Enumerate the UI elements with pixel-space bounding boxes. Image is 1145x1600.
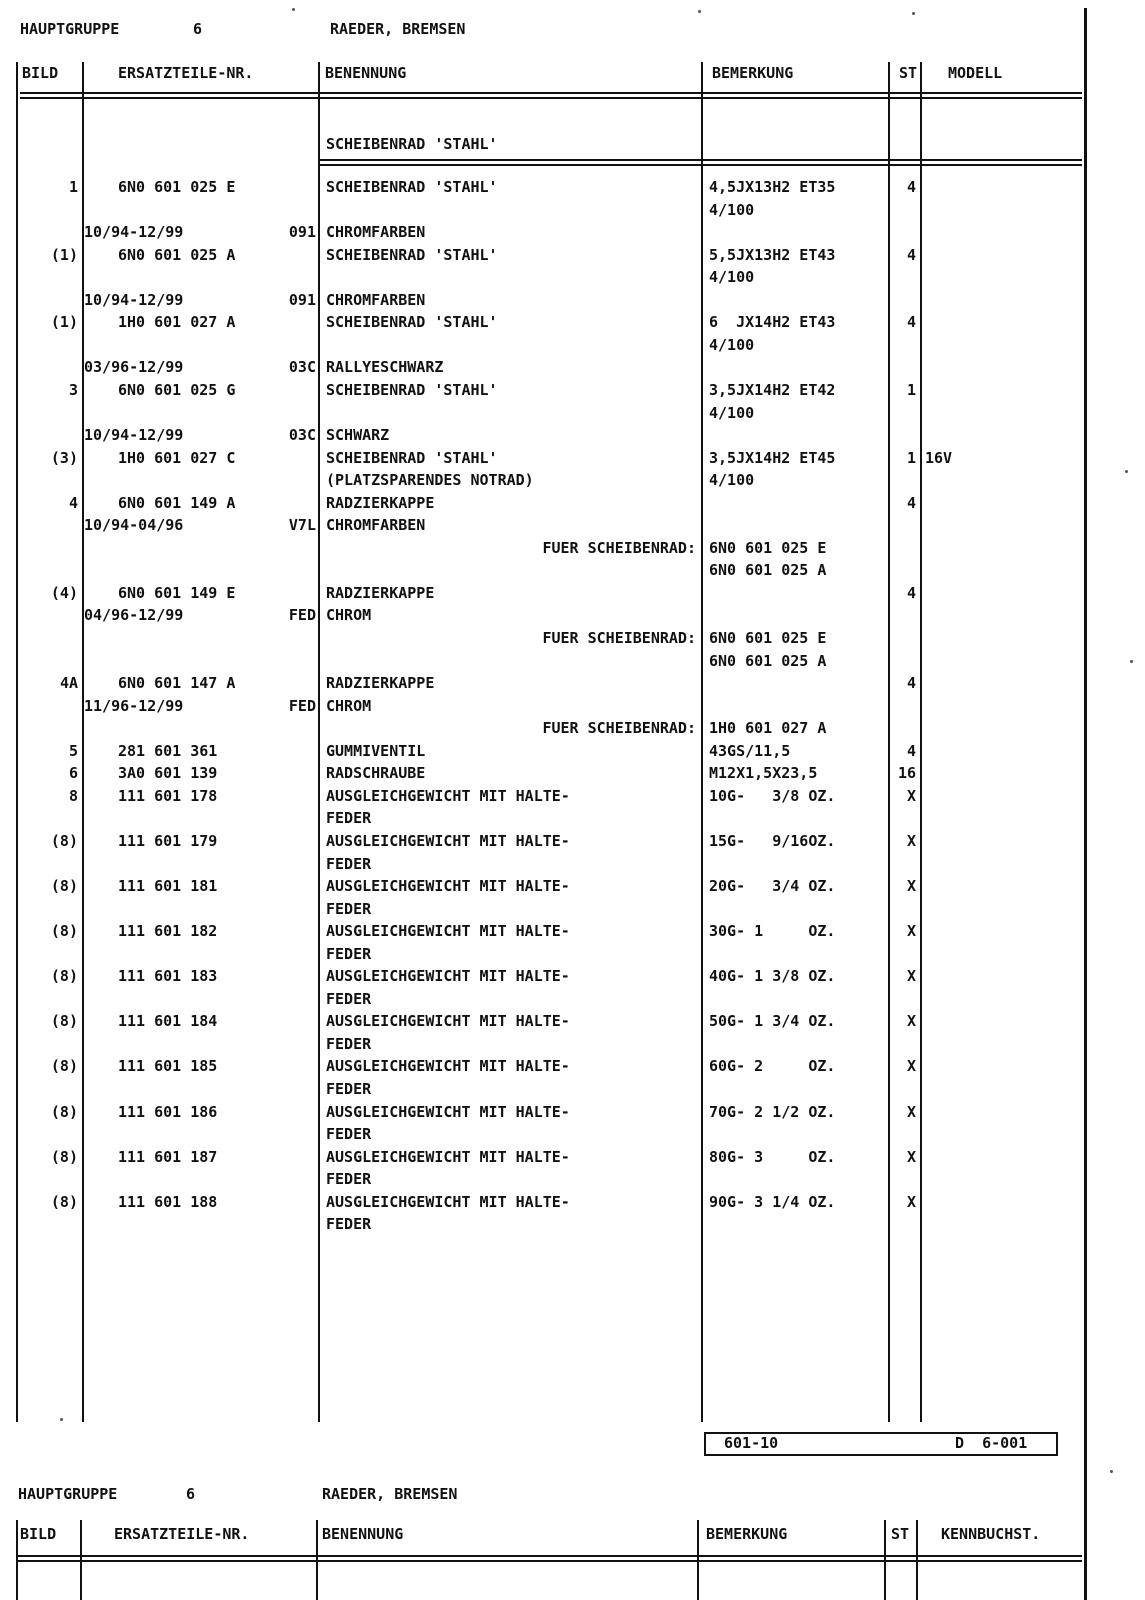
row-bild: (8) [50,1057,78,1075]
scan-speck [698,10,701,13]
row-part-number: 111 601 181 [118,877,218,895]
row-bemerkung: 6N0 601 025 E [709,629,827,647]
column-line-bemerkung [888,62,890,1422]
row-benennung: FEDER [326,1035,372,1053]
col-header-st: ST [899,64,918,82]
row-bemerkung: 4/100 [709,268,755,286]
row-benennung: FEDER [326,1080,372,1098]
row-code: 091 [288,291,316,309]
row-part-number: 111 601 182 [118,922,218,940]
row-bemerkung: 4/100 [709,201,755,219]
next-col-header-bemerkung: BEMERKUNG [706,1525,788,1543]
row-stueck: X [906,877,916,895]
row-bemerkung: 1H0 601 027 A [709,719,827,737]
column-line-bild [82,62,84,1422]
row-code: V7L [288,516,316,534]
row-bemerkung: 50G- 1 3/4 OZ. [709,1012,836,1030]
row-stueck: 4 [906,584,916,602]
row-benennung-ref: FUER SCHEIBENRAD: [542,539,696,557]
row-benennung: GUMMIVENTIL [326,742,426,760]
row-benennung: CHROM [326,606,372,624]
row-benennung: AUSGLEICHGEWICHT MIT HALTE- [326,1193,570,1211]
row-bild: 4 [68,494,78,512]
scan-speck [1130,660,1133,663]
row-bild: (8) [50,1012,78,1030]
row-bemerkung: 6N0 601 025 A [709,652,827,670]
page-reference-left: 601-10 [724,1434,779,1452]
row-benennung: RADSCHRAUBE [326,764,426,782]
row-bemerkung: M12X1,5X23,5 [709,764,818,782]
row-benennung: AUSGLEICHGEWICHT MIT HALTE- [326,1012,570,1030]
hauptgruppe-number: 6 [193,20,203,38]
row-part-number: 281 601 361 [118,742,218,760]
row-stueck: X [906,787,916,805]
row-part-number: 6N0 601 025 E [118,178,236,196]
next-hauptgruppe-label: HAUPTGRUPPE [18,1485,118,1503]
row-date-range: 10/94-12/99 [84,223,184,241]
row-bild: (8) [50,1193,78,1211]
row-part-number: 1H0 601 027 C [118,449,236,467]
section-rule-top [318,159,1082,161]
row-bemerkung: 4,5JX13H2 ET35 [709,178,836,196]
row-bild: (1) [50,246,78,264]
row-stueck: 4 [906,674,916,692]
row-bild: (8) [50,877,78,895]
row-stueck: X [906,1057,916,1075]
page-edge-line [1084,8,1087,1600]
row-part-number: 111 601 179 [118,832,218,850]
row-benennung: FEDER [326,1215,372,1233]
row-stueck: X [906,1012,916,1030]
row-bemerkung: 20G- 3/4 OZ. [709,877,836,895]
row-bemerkung: 15G- 9/16OZ. [709,832,836,850]
row-benennung: FEDER [326,990,372,1008]
row-part-number: 111 601 183 [118,967,218,985]
row-stueck: X [906,1193,916,1211]
next-col-header-benennung: BENENNUNG [322,1525,404,1543]
section-rule-bottom [318,164,1082,166]
row-stueck: 4 [906,742,916,760]
column-line-left [16,62,18,1422]
row-date-range: 03/96-12/99 [84,358,184,376]
row-benennung: FEDER [326,945,372,963]
next-hauptgruppe-number: 6 [186,1485,196,1503]
row-date-range: 10/94-04/96 [84,516,184,534]
header-rule-top [20,92,1082,94]
row-bild: (1) [50,313,78,331]
row-bild: 5 [68,742,78,760]
row-part-number: 111 601 185 [118,1057,218,1075]
row-benennung: CHROMFARBEN [326,291,426,309]
row-part-number: 111 601 186 [118,1103,218,1121]
row-bemerkung: 60G- 2 OZ. [709,1057,836,1075]
row-bild: (8) [50,1148,78,1166]
row-code: 03C [288,358,316,376]
row-bild: 6 [68,764,78,782]
row-bemerkung: 30G- 1 OZ. [709,922,836,940]
row-benennung: SCHEIBENRAD 'STAHL' [326,246,498,264]
row-benennung: RADZIERKAPPE [326,584,435,602]
row-bemerkung: 10G- 3/8 OZ. [709,787,836,805]
row-benennung: RADZIERKAPPE [326,494,435,512]
row-stueck: 4 [906,178,916,196]
col-header-benennung: BENENNUNG [325,64,407,82]
group-title: RAEDER, BREMSEN [330,20,466,38]
row-benennung-ref: FUER SCHEIBENRAD: [542,719,696,737]
col-header-modell: MODELL [948,64,1003,82]
row-part-number: 6N0 601 149 A [118,494,236,512]
row-bemerkung: 90G- 3 1/4 OZ. [709,1193,836,1211]
col-header-ersatzteile: ERSATZTEILE-NR. [118,64,254,82]
column-line-st [920,62,922,1422]
row-part-number: 6N0 601 147 A [118,674,236,692]
row-bemerkung: 70G- 2 1/2 OZ. [709,1103,836,1121]
row-code: 091 [288,223,316,241]
row-benennung: SCHWARZ [326,426,390,444]
next-col-header-st: ST [891,1525,910,1543]
scan-speck [1125,470,1128,473]
row-bild: 8 [68,787,78,805]
row-date-range: 10/94-12/99 [84,291,184,309]
row-stueck: X [906,1103,916,1121]
row-modell: 16V [925,449,953,467]
next-col-header-bild: BILD [20,1525,57,1543]
row-date-range: 11/96-12/99 [84,697,184,715]
row-benennung: CHROM [326,697,372,715]
row-bild: (8) [50,832,78,850]
row-stueck: X [906,832,916,850]
row-bild: (8) [50,1103,78,1121]
column-line-nr [318,62,320,1422]
row-benennung: AUSGLEICHGEWICHT MIT HALTE- [326,787,570,805]
next-col-header-ersatzteile: ERSATZTEILE-NR. [114,1525,250,1543]
row-stueck: 4 [906,494,916,512]
row-part-number: 111 601 178 [118,787,218,805]
hauptgruppe-label: HAUPTGRUPPE [20,20,120,38]
row-bemerkung: 40G- 1 3/8 OZ. [709,967,836,985]
row-benennung: SCHEIBENRAD 'STAHL' [326,381,498,399]
row-date-range: 04/96-12/99 [84,606,184,624]
col-header-bemerkung: BEMERKUNG [712,64,794,82]
row-code: 03C [288,426,316,444]
row-benennung-ref: FUER SCHEIBENRAD: [542,629,696,647]
row-stueck: X [906,922,916,940]
row-benennung: AUSGLEICHGEWICHT MIT HALTE- [326,1103,570,1121]
row-bemerkung: 4/100 [709,471,755,489]
page-reference-right: D 6-001 [955,1434,1028,1452]
header-rule-bottom [20,97,1082,99]
row-benennung: RALLYESCHWARZ [326,358,444,376]
next-header-rule-bottom [16,1560,1082,1562]
row-part-number: 6N0 601 025 G [118,381,236,399]
row-benennung: AUSGLEICHGEWICHT MIT HALTE- [326,1057,570,1075]
row-benennung: CHROMFARBEN [326,516,426,534]
row-bild: (8) [50,967,78,985]
row-stueck: 4 [906,313,916,331]
next-header-rule-top [16,1555,1082,1557]
row-bemerkung: 6 JX14H2 ET43 [709,313,836,331]
row-bild: (8) [50,922,78,940]
row-benennung: SCHEIBENRAD 'STAHL' [326,313,498,331]
row-benennung: AUSGLEICHGEWICHT MIT HALTE- [326,967,570,985]
row-benennung: AUSGLEICHGEWICHT MIT HALTE- [326,832,570,850]
row-benennung: AUSGLEICHGEWICHT MIT HALTE- [326,922,570,940]
row-part-number: 111 601 187 [118,1148,218,1166]
section-title: SCHEIBENRAD 'STAHL' [326,135,498,153]
row-stueck: X [906,967,916,985]
row-bild: (4) [50,584,78,602]
row-bild: 4A [59,674,78,692]
row-bemerkung: 80G- 3 OZ. [709,1148,836,1166]
row-bemerkung: 43GS/11,5 [709,742,791,760]
row-bild: 1 [68,178,78,196]
row-benennung: FEDER [326,900,372,918]
row-stueck: 16 [897,764,916,782]
row-stueck: 1 [906,449,916,467]
row-stueck: 4 [906,246,916,264]
row-bemerkung: 6N0 601 025 E [709,539,827,557]
row-code: FED [288,697,316,715]
row-bemerkung: 3,5JX14H2 ET42 [709,381,836,399]
scan-speck [292,8,295,11]
row-part-number: 111 601 184 [118,1012,218,1030]
scan-speck [912,12,915,15]
row-bemerkung: 4/100 [709,404,755,422]
row-benennung: AUSGLEICHGEWICHT MIT HALTE- [326,877,570,895]
col-header-bild: BILD [22,64,59,82]
next-col-header-kennbuchst: KENNBUCHST. [941,1525,1041,1543]
next-group-title: RAEDER, BREMSEN [322,1485,458,1503]
row-stueck: X [906,1148,916,1166]
row-benennung: SCHEIBENRAD 'STAHL' [326,178,498,196]
row-bild: 3 [68,381,78,399]
row-benennung: (PLATZSPARENDES NOTRAD) [326,471,534,489]
row-benennung: FEDER [326,809,372,827]
row-bemerkung: 5,5JX13H2 ET43 [709,246,836,264]
row-benennung: RADZIERKAPPE [326,674,435,692]
scan-speck [60,1418,63,1421]
row-part-number: 6N0 601 025 A [118,246,236,264]
row-benennung: CHROMFARBEN [326,223,426,241]
row-part-number: 6N0 601 149 E [118,584,236,602]
row-bemerkung: 3,5JX14H2 ET45 [709,449,836,467]
row-benennung: FEDER [326,855,372,873]
row-benennung: FEDER [326,1125,372,1143]
column-line-benennung [701,62,703,1422]
row-stueck: 1 [906,381,916,399]
row-bemerkung: 6N0 601 025 A [709,561,827,579]
row-bemerkung: 4/100 [709,336,755,354]
row-code: FED [288,606,316,624]
row-benennung: SCHEIBENRAD 'STAHL' [326,449,498,467]
row-benennung: FEDER [326,1170,372,1188]
row-benennung: AUSGLEICHGEWICHT MIT HALTE- [326,1148,570,1166]
row-date-range: 10/94-12/99 [84,426,184,444]
row-part-number: 111 601 188 [118,1193,218,1211]
scan-speck [1110,1470,1113,1473]
row-part-number: 1H0 601 027 A [118,313,236,331]
row-bild: (3) [50,449,78,467]
row-part-number: 3A0 601 139 [118,764,218,782]
